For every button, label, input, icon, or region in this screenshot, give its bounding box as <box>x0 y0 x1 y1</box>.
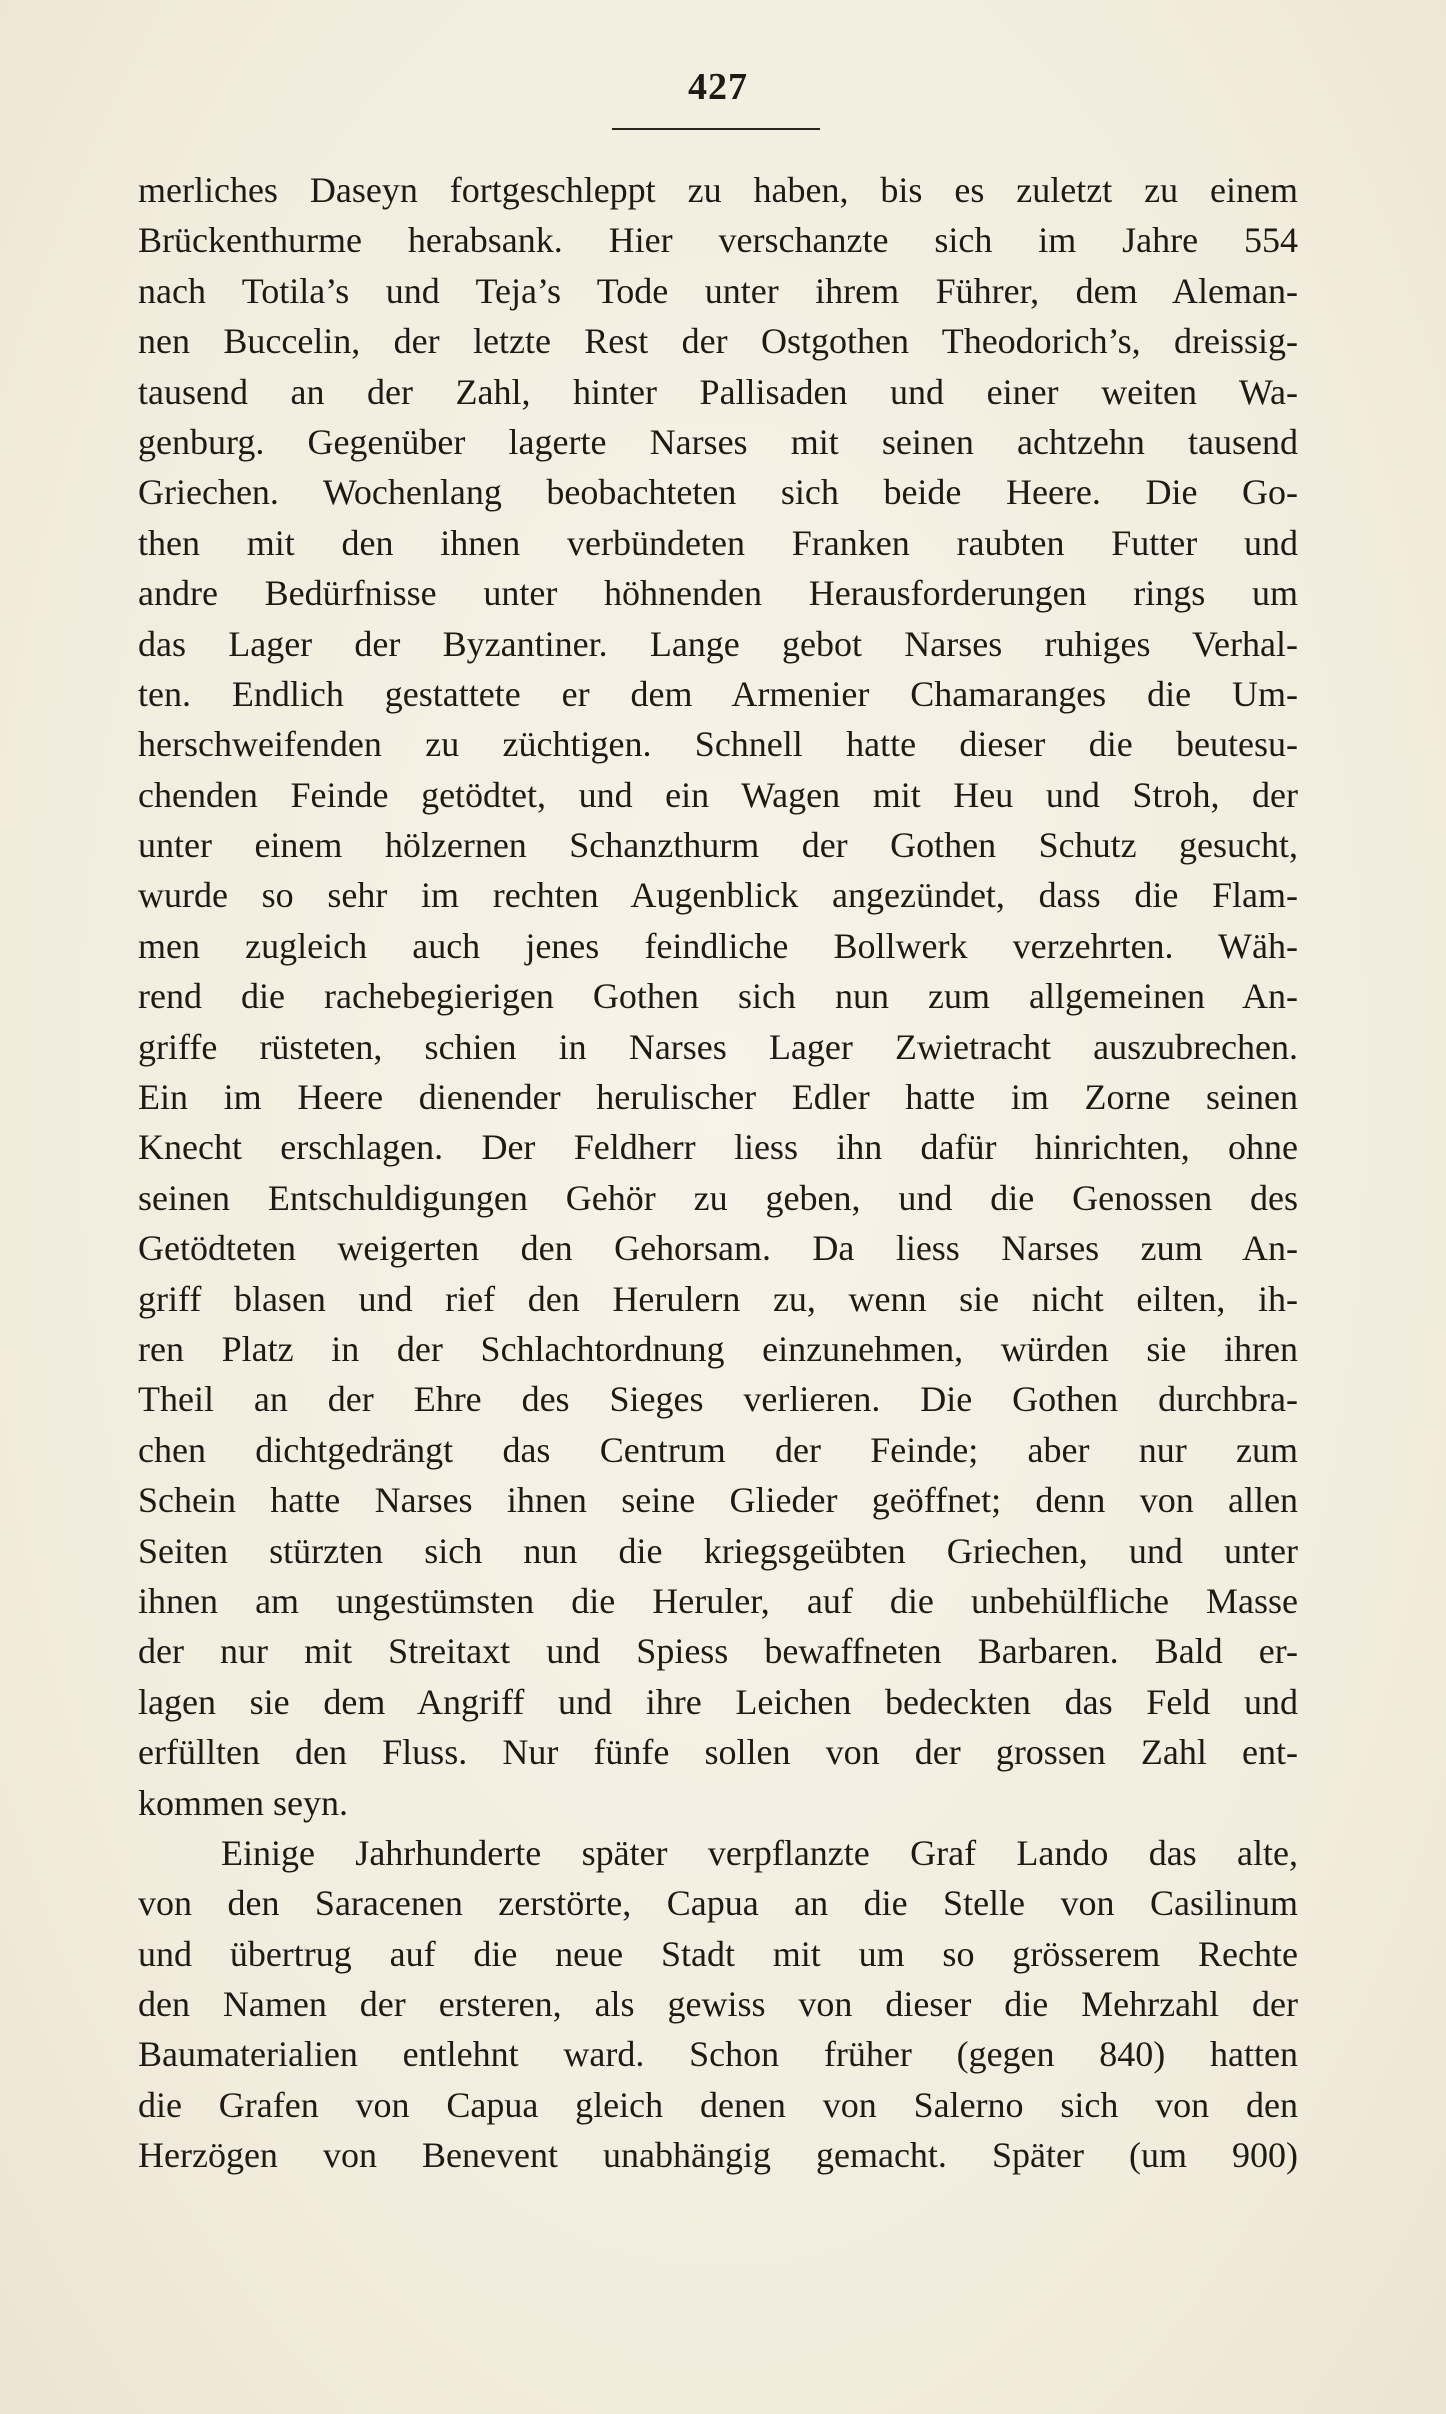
text-line: Theil an der Ehre des Sieges verlieren. Die Gothen durchbra- <box>138 1379 1298 1420</box>
text-line: Knecht erschlagen. Der Feldherr liess ihn dafür hinrichten, ohne <box>138 1127 1298 1168</box>
text-line: chen dichtgedrängt das Centrum der Feinde; aber nur zum <box>138 1429 1298 1470</box>
text-line: Griechen. Wochenlang beobachteten sich beide Heere. Die Go- <box>138 472 1298 513</box>
text-line: chenden Feinde getödtet, und ein Wagen mit Heu und Stroh, der <box>138 774 1298 815</box>
text-line: andre Bedürfnisse unter höhnenden Herausforderungen rings um <box>138 573 1298 614</box>
text-line: lagen sie dem Angriff und ihre Leichen bedeckten das Feld und <box>138 1681 1298 1722</box>
text-line: von den Saracenen zerstörte, Capua an die Stelle von Casilinum <box>138 1883 1298 1924</box>
text-line: Ein im Heere dienender herulischer Edler hatte im Zorne seinen <box>138 1077 1298 1118</box>
text-line: Getödteten weigerten den Gehorsam. Da liess Narses zum An- <box>138 1228 1298 1269</box>
text-line: wurde so sehr im rechten Augenblick angezündet, dass die Flam- <box>138 875 1298 916</box>
text-line: das Lager der Byzantiner. Lange gebot Narses ruhiges Verhal- <box>138 623 1298 664</box>
text-line: ihnen am ungestümsten die Heruler, auf die unbehülfliche Masse <box>138 1580 1298 1621</box>
text-line: Brückenthurme herabsank. Hier verschanzte sich im Jahre 554 <box>138 220 1298 261</box>
text-line: rend die rachebegierigen Gothen sich nun zum allgemeinen An- <box>138 976 1298 1017</box>
text-line: den Namen der ersteren, als gewiss von dieser die Mehrzahl der <box>138 1984 1298 2025</box>
text-line: der nur mit Streitaxt und Spiess bewaffneten Barbaren. Bald er- <box>138 1631 1298 1672</box>
text-line: Herzögen von Benevent unabhängig gemacht. Später (um 900) <box>138 2135 1298 2176</box>
text-line: Einige Jahrhunderte später verpflanzte Graf Lando das alte, <box>221 1832 1298 1873</box>
text-line: herschweifenden zu züchtigen. Schnell hatte dieser die beutesu- <box>138 724 1298 765</box>
text-line: nach Totila’s und Teja’s Tode unter ihrem Führer, dem Aleman- <box>138 270 1298 311</box>
text-line: unter einem hölzernen Schanzthurm der Gothen Schutz gesucht, <box>138 825 1298 866</box>
text-line: die Grafen von Capua gleich denen von Salerno sich von den <box>138 2084 1298 2125</box>
text-line: und übertrug auf die neue Stadt mit um so grösserem Rechte <box>138 1933 1298 1974</box>
text-line: griffe rüsteten, schien in Narses Lager Zwietracht auszubrechen. <box>138 1026 1298 1067</box>
text-line: erfüllten den Fluss. Nur fünfe sollen von der grossen Zahl ent- <box>138 1732 1298 1773</box>
body-text <box>138 165 1298 2181</box>
text-line: Seiten stürzten sich nun die kriegsgeübten Griechen, und unter <box>138 1530 1298 1571</box>
text-line: seinen Entschuldigungen Gehör zu geben, und die Genossen des <box>138 1177 1298 1218</box>
text-line: kommen seyn. <box>138 1782 348 1823</box>
text-line: nen Buccelin, der letzte Rest der Ostgothen Theodorich’s, dreissig- <box>138 321 1298 362</box>
text-line: ten. Endlich gestattete er dem Armenier Chamaranges die Um- <box>138 673 1298 714</box>
header-rule <box>612 128 820 130</box>
text-line: men zugleich auch jenes feindliche Bollwerk verzehrten. Wäh- <box>138 925 1298 966</box>
text-line: merliches Daseyn fortgeschleppt zu haben, bis es zuletzt zu einem <box>138 170 1298 210</box>
text-line: Schein hatte Narses ihnen seine Glieder geöffnet; denn von allen <box>138 1480 1298 1521</box>
text-line: then mit den ihnen verbündeten Franken raubten Futter und <box>138 522 1298 563</box>
text-line: genburg. Gegenüber lagerte Narses mit seinen achtzehn tausend <box>138 421 1298 462</box>
text-line: ren Platz in der Schlachtordnung einzunehmen, würden sie ihren <box>138 1328 1298 1369</box>
text-line: Baumaterialien entlehnt ward. Schon früher (gegen 840) hatten <box>138 2034 1298 2075</box>
page-number: 427 <box>688 66 748 108</box>
text-line: griff blasen und rief den Herulern zu, wenn sie nicht eilten, ih- <box>138 1278 1298 1319</box>
text-line: tausend an der Zahl, hinter Pallisaden und einer weiten Wa- <box>138 371 1298 412</box>
